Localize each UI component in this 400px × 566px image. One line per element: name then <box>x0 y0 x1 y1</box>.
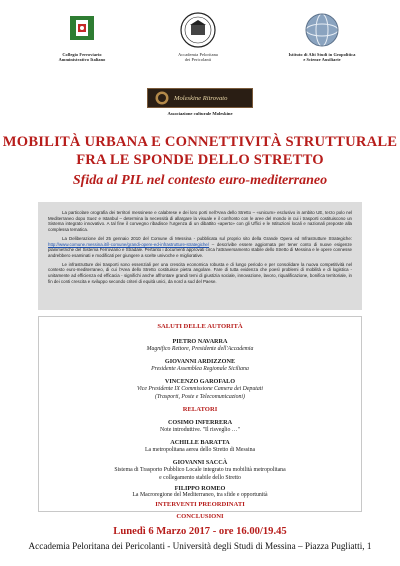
header-logos <box>0 10 400 80</box>
speaker-name: COSIMO INFERRERA <box>167 419 233 426</box>
speaker-role: (Trasporti, Poste e Telecomunicazioni) <box>155 394 245 400</box>
speaker-name: GIOVANNI ARDIZZONE <box>164 358 236 365</box>
interventi-heading: INTERVENTI PREORDINATI <box>155 501 245 508</box>
cifi-logo-block <box>22 10 142 62</box>
program-box <box>38 316 362 512</box>
speaker-role: Vice Presidente IX Commissione Camera dei Deputati <box>137 386 263 392</box>
cifi-logo-icon <box>52 10 112 52</box>
talk-title: Sistema di Trasporto Pubblico Locale integrato tra mobilità metropolitana <box>114 467 286 473</box>
logo-right-line2: e Scienze Ausiliarie <box>303 57 341 63</box>
speaker-role: Presidente Assemblea Regionale Siciliana <box>151 366 249 372</box>
abstract-box <box>38 202 362 310</box>
subtitle: Sfida al PIL nel contesto euro-mediterraneo <box>72 173 328 188</box>
title-line-1: MOBILITÀ URBANA E CONNETTIVITÀ STRUTTURALE <box>2 134 398 150</box>
moleskine-caption: Associazione culturale Moleskine <box>167 111 233 116</box>
speaker-role: Magnifico Rettore, Presidente dell'Accademia <box>146 346 254 352</box>
event-date: Lunedì 6 Marzo 2017 - ore 16.00/19.45 <box>113 526 287 537</box>
relatori-heading: RELATORI <box>182 406 218 413</box>
talk-title: La Macroregione del Mediterraneo, tra sfide e opportunità <box>132 492 268 498</box>
title-line-2: FRA LE SPONDE DELLO STRETTO <box>76 152 324 168</box>
talk-title: Note introduttive. "Il risveglio …" <box>160 427 240 433</box>
abstract-p2-start: La Deliberazione del 25 gennaio 2010 del Comune di Messina - pubblicata sul proprio sito della Grande Opera ed Infrastrutture Strategiche: <box>62 235 352 241</box>
speaker-name: PIETRO NAVARRA <box>172 338 228 345</box>
accademia-logo-block <box>138 10 258 62</box>
speaker-name: ACHILLE BARATTA <box>170 439 230 446</box>
accademia-seal-icon <box>168 10 228 52</box>
conclusioni-heading: CONCLUSIONI <box>176 513 224 520</box>
logo-center-line1: Accademia Peloritana <box>178 52 218 57</box>
talk-title: La metropolitana aerea dello Stretto di Messina <box>144 447 256 453</box>
iasg-logo-block <box>262 10 382 62</box>
logo-left-line2: Amministrativo Italiano <box>58 57 106 63</box>
event-venue: Accademia Peloritana dei Pericolanti - Università degli Studi di Messina – Piazza Pugliatti, 1 <box>28 541 372 551</box>
abstract-paragraph-1: La particolare orografia dei territori messinese e calabrese e dei loro porti nell'Area dello Stretto – «unicum» esclusivo in ambito UE, terzo polo nel Mediterraneo dopo Suez e Istanbul – determina la necessità di allargare la visuale e il confronto con le aree del mondo in cui i trasporti costituiscono un Sistema integrato innovativo. A tal fine il convegno ribadisce l'urgenza di un dibattito «aperto» con gli Uffici e le Istituzioni locali e nazionali preposte alla complessa tematica. <box>48 210 352 233</box>
iasg-globe-icon <box>292 10 352 52</box>
saluti-heading: SALUTI DELLE AUTORITÀ <box>157 323 243 330</box>
abstract-p2-end: – descrivibe essere aggiornata per tener conto di nuove esigenze planimetriche del Sistema Ferroviario e Stradale. Pertanto i documenti approvati circa l'attraversamento stabile dello Stretto di Messina e le opere connesse andrebbero esaminati e modificati per giungere a scelte univoche e migliorative. <box>48 241 352 258</box>
moleskine-emblem-icon <box>154 90 170 106</box>
logo-left-line1: Collegio Ferroviario <box>62 52 102 57</box>
abstract-paragraph-3: Le infrastrutture dei trasporti sono essenziali per una crescita economica robusta e di lungo periodo e per consolidare la nuova competitività nel contesto euro-mediterraneo, di cui l'Area dello Stretto costituisce pietra angolare. Fare di tutta evidenza che poesì problemi di mobilità e di logistica - unitamente ad efficienza ed efficacia - significhi anche affrontare grandi temi di giustizia sociale, innovazione, lavoro, riqualificazione, bonifica territoriale, in fin dei conti crescita e sviluppo secondo criteri di equità unici, da nord a sud del Paese. <box>48 261 352 284</box>
moleskine-logo <box>147 88 253 108</box>
speaker-name: VINCENZO GAROFALO <box>164 378 236 385</box>
speaker-name: GIOVANNI SACCÀ <box>172 459 228 466</box>
speaker-name: FILIPPO ROMEO <box>174 485 226 492</box>
logo-center-line2: dei Pericolanti <box>184 57 212 63</box>
abstract-paragraph-2 <box>48 236 352 259</box>
comune-link[interactable]: http://www.comune.messina.it/il-comune/grandi-opere-ed-infrastrutture-strategiche/ <box>48 241 210 247</box>
moleskine-brand: Moleskine Ritrovato <box>174 95 228 102</box>
talk-title: e collegamento stabile dello Stretto <box>159 475 241 481</box>
logo-right-line1: Istituto di Alti Studi in Geopolitica <box>288 52 356 57</box>
